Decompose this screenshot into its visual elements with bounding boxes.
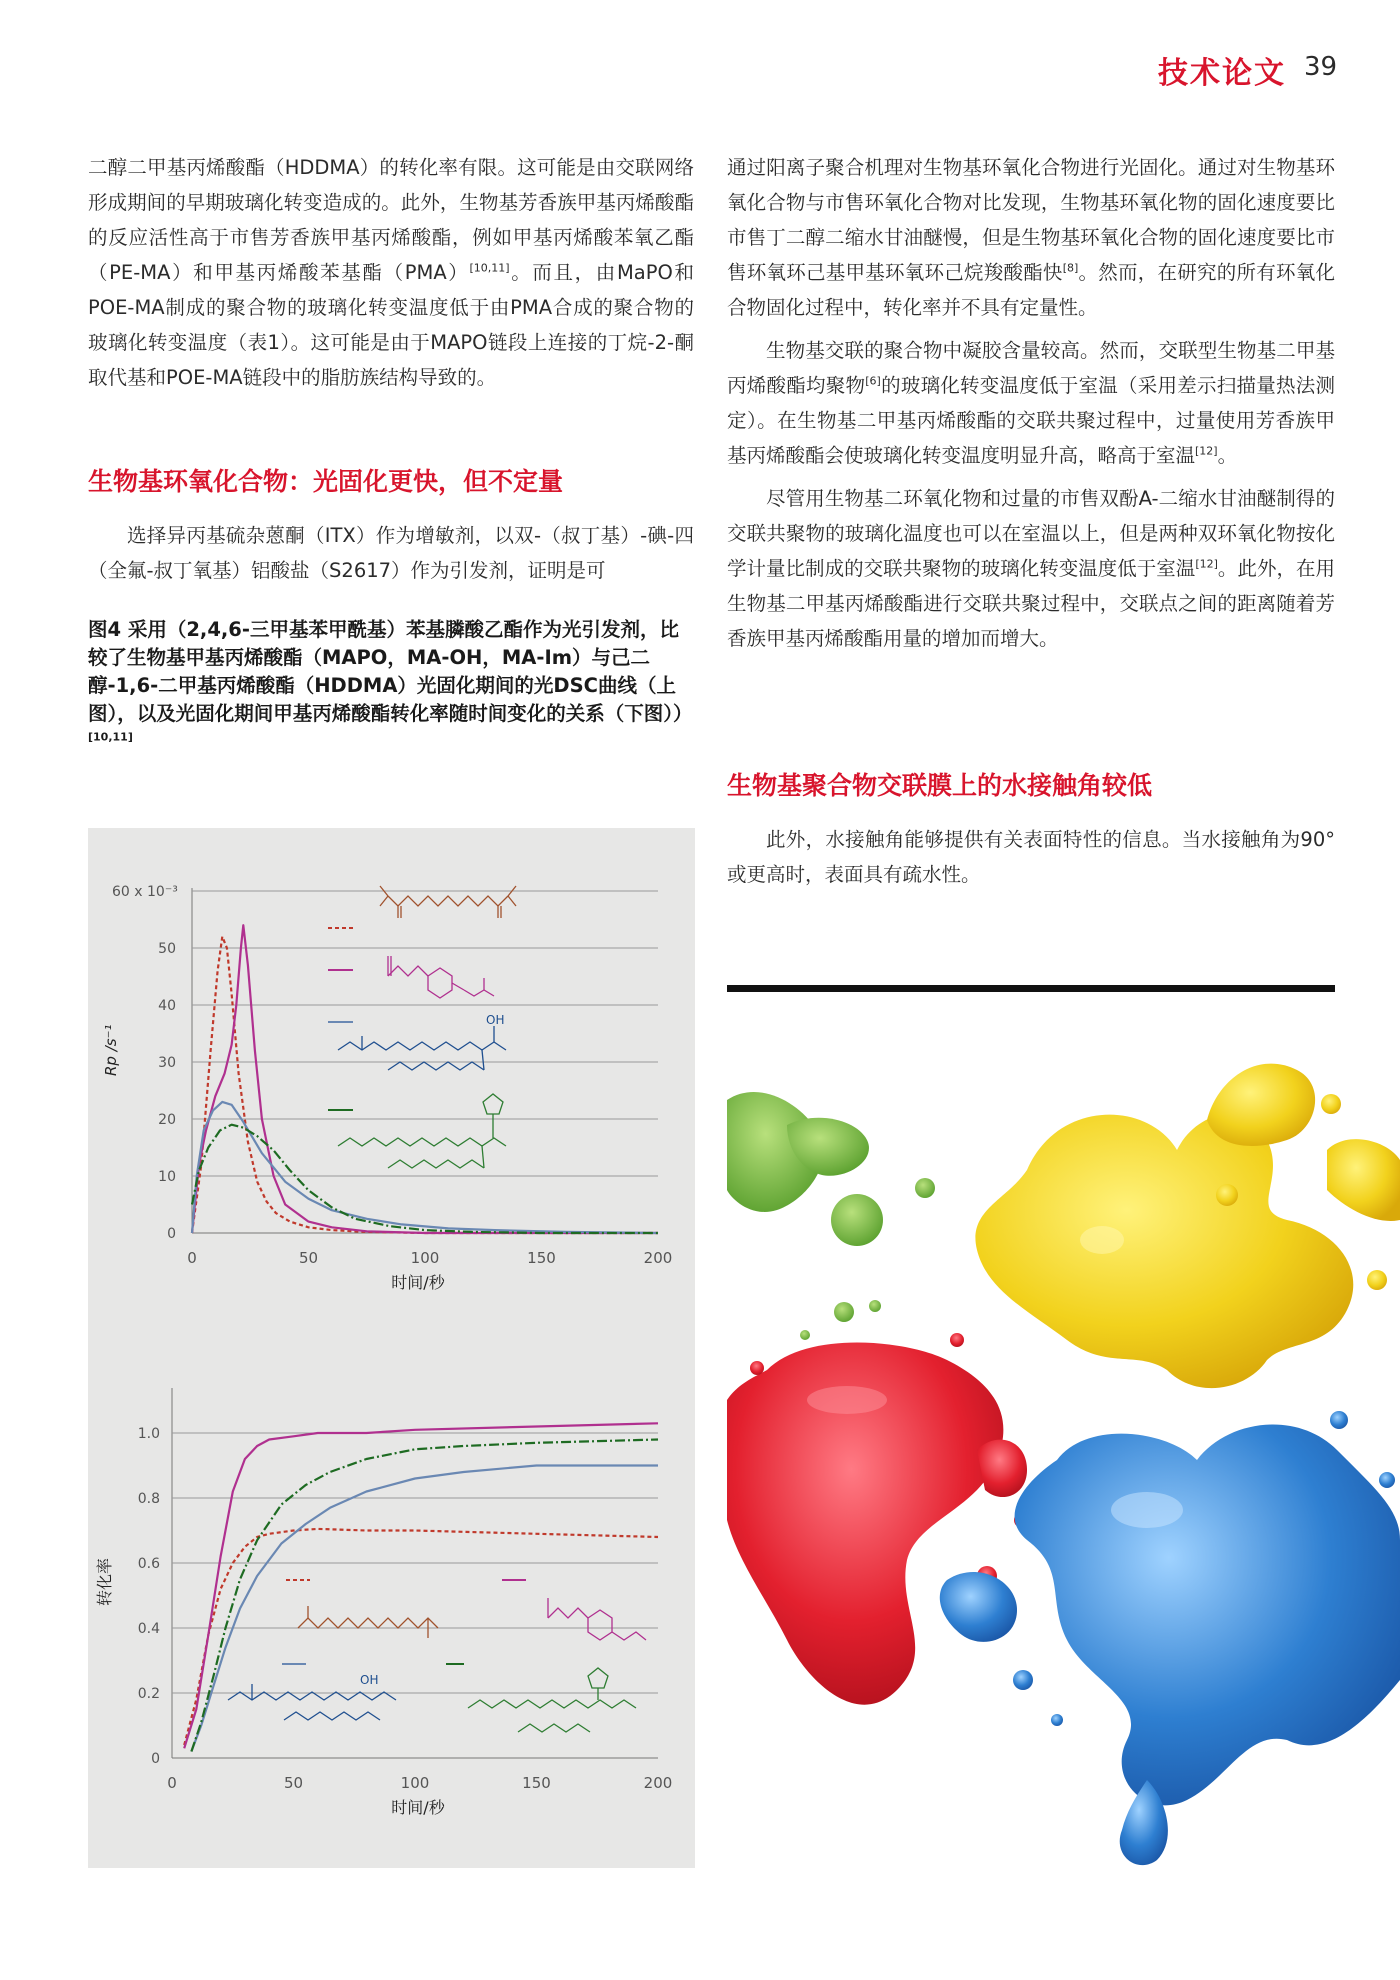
y-tick-label: 20 bbox=[158, 1112, 176, 1128]
right-paragraph-2: 生物基交联的聚合物中凝胶含量较高。然而，交联型生物基二甲基丙烯酸酯均聚物[6]的玻璃化转变温度低于室温（采用差示扫描量热法测定）。在生物基二甲基丙烯酸酯的交联共聚过程中，过量使用芳香族甲基丙烯酸酯会使玻璃化转变温度明显升高，略高于室温[12]。 bbox=[727, 339, 1335, 467]
red-paint-blob bbox=[727, 1333, 1030, 1705]
molecule-oh-label: OH bbox=[360, 1673, 379, 1687]
y-tick-label: 0.8 bbox=[137, 1491, 160, 1507]
legend bbox=[328, 928, 353, 1110]
x-tick-label: 200 bbox=[643, 1774, 673, 1792]
molecule-oh-label: OH bbox=[486, 1013, 505, 1027]
y-axis-top-label: 60 x 10⁻³ bbox=[112, 884, 178, 900]
figure-panel bbox=[88, 828, 695, 1868]
y-tick-label: 0.6 bbox=[137, 1556, 160, 1572]
left-paragraph-1: 二醇二甲基丙烯酸酯（HDDMA）的转化率有限。这可能是由交联网络形成期间的早期玻璃化转变造成的。此外，生物基芳香族甲基丙烯酸酯的反应活性高于市售芳香族甲基丙烯酸酯，例如甲基丙烯酸苯氧乙酯（PE-MA）和甲基丙烯酸苯基酯（PMA）[10,11]。而且，由MaPO和POE-MA制成的聚合物的玻璃化转变温度低于由PMA合成的聚合物的玻璃化转变温度（表1）。这可能是由于MAPO链段上连接的丁烷-2-酮取代基和POE-MA链段中的脂肪族结构导致的。 bbox=[88, 156, 694, 389]
y-tick-label: 40 bbox=[158, 998, 176, 1014]
section-heading-contact-angle: 生物基聚合物交联膜上的水接触角较低 bbox=[727, 771, 1153, 800]
yellow-paint-blob bbox=[975, 1064, 1400, 1388]
series-line-2 bbox=[192, 925, 658, 1233]
y-tick-label: 1.0 bbox=[137, 1426, 160, 1442]
figure-caption: 图4 采用（2,4,6-三甲基苯甲酰基）苯基膦酸乙酯作为光引发剂，比较了生物基甲基丙烯酸酯（MAPO，MA-OH，MA-Im）与己二醇-1,6-二甲基丙烯酸酯（HDDMA）光固化期间的光DSC曲线（上图），以及光固化期间甲基丙烯酸酯转化率随时间变化的关系（下图））[10,11] bbox=[88, 618, 693, 744]
citation: [10,11] bbox=[469, 261, 510, 275]
section-heading-epoxy: 生物基环氧化合物：光固化更快，但不定量 bbox=[88, 467, 564, 496]
molecule-ma-im bbox=[338, 1094, 506, 1168]
y-tick-label: 50 bbox=[158, 941, 176, 957]
x-axis-title: 时间/秒 bbox=[391, 1798, 445, 1817]
section-title: 技术论文 bbox=[1158, 56, 1286, 91]
x-tick-label: 100 bbox=[400, 1774, 430, 1792]
y-tick-label: 0.4 bbox=[137, 1621, 160, 1637]
y-tick-label: 0 bbox=[167, 1226, 176, 1242]
x-tick-label: 0 bbox=[187, 1249, 197, 1267]
paint-splash-image bbox=[727, 1040, 1400, 1880]
x-tick-label: 50 bbox=[283, 1774, 304, 1792]
right-paragraph-1: 通过阳离子聚合机理对生物基环氧化合物进行光固化。通过对生物基环氧化合物与市售环氧化合物对比发现，生物基环氧化物的固化速度要比市售丁二醇二缩水甘油醚慢，但是生物基环氧化合物的固化速度要比市售环氧环己基甲基环氧环己烷羧酸酯快[8]。然而，在研究的所有环氧化合物固化过程中，转化率并不具有定量性。 bbox=[727, 156, 1335, 319]
y-tick-label: 30 bbox=[158, 1055, 176, 1071]
y-tick-label: 0.2 bbox=[137, 1686, 160, 1702]
right-column-text bbox=[727, 150, 1335, 656]
series-line-1 bbox=[184, 1529, 658, 1745]
x-axis-title: 时间/秒 bbox=[391, 1273, 445, 1292]
page-number: 39 bbox=[1304, 52, 1338, 82]
left-paragraph-2: 选择异丙基硫杂蒽酮（ITX）作为增敏剂，以双-（叔丁基）-碘-四（全氟-叔丁氧基）铝酸盐（S2617）作为引发剂，证明是可 bbox=[88, 524, 694, 582]
x-tick-label: 50 bbox=[298, 1249, 319, 1267]
series-line-4 bbox=[192, 1125, 658, 1233]
y-tick-label: 0 bbox=[151, 1751, 160, 1767]
molecule-ma-oh bbox=[228, 1684, 396, 1720]
molecule-ma-im bbox=[468, 1668, 636, 1732]
molecule-hddma bbox=[298, 1606, 438, 1638]
x-tick-label: 150 bbox=[522, 1774, 551, 1792]
molecule-ma-oh bbox=[338, 1026, 506, 1070]
left-column-text bbox=[88, 150, 694, 395]
x-tick-label: 200 bbox=[643, 1249, 673, 1267]
chart-conversion-vs-time bbox=[95, 1388, 672, 1817]
x-tick-label: 0 bbox=[167, 1774, 177, 1792]
series-line-1 bbox=[192, 937, 658, 1233]
right-paragraph-3: 尽管用生物基二环氧化物和过量的市售双酚A-二缩水甘油醚制得的交联共聚物的玻璃化温度也可以在室温以上，但是两种双环氧化物按化学计量比制成的交联共聚物的玻璃化转变温度低于室温[12]。此外，在用生物基二甲基丙烯酸酯进行交联共聚过程中，交联点之间的距离随着芳香族甲基丙烯酸酯用量的增加而增大。 bbox=[727, 487, 1335, 650]
series-line-4 bbox=[191, 1440, 658, 1752]
right-paragraph-4: 此外，水接触角能够提供有关表面特性的信息。当水接触角为90°或更高时，表面具有疏水性。 bbox=[727, 828, 1335, 886]
figure-svg bbox=[88, 828, 695, 1868]
x-tick-label: 150 bbox=[527, 1249, 556, 1267]
molecule-mapo bbox=[548, 1598, 646, 1640]
y-axis-title: 转化率 bbox=[95, 1557, 114, 1606]
y-axis-title: Rp /s⁻¹ bbox=[102, 1024, 120, 1076]
y-tick-label: 10 bbox=[158, 1169, 176, 1185]
molecule-mapo bbox=[388, 956, 494, 998]
green-paint-blob bbox=[727, 1092, 935, 1340]
x-tick-label: 100 bbox=[410, 1249, 440, 1267]
series-line-2 bbox=[184, 1423, 658, 1748]
chart-rp-vs-time bbox=[102, 884, 672, 1292]
section-divider bbox=[727, 985, 1335, 992]
